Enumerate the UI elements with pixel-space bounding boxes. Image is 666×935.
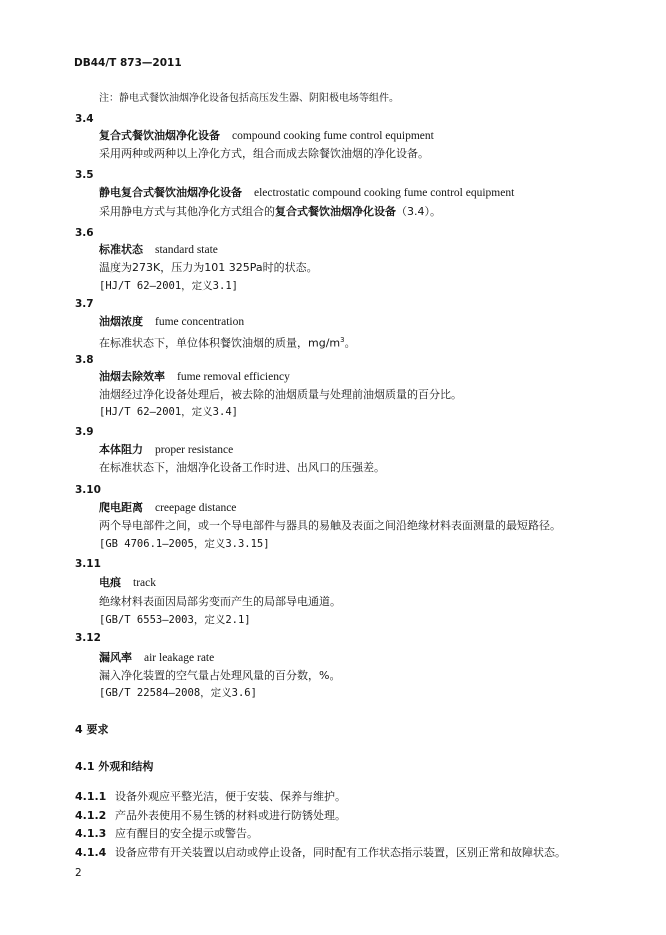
term-number: 3.11 <box>75 558 101 570</box>
term-definition: 两个导电部件之间，或一个导电部件与器具的易触及表面之间沿绝缘材料表面测量的最短路径。 <box>99 519 561 532</box>
term-number: 3.7 <box>75 298 94 310</box>
term-en: air leakage rate <box>144 652 215 664</box>
term-number: 3.8 <box>75 354 94 366</box>
term-number: 3.10 <box>75 484 101 496</box>
term-zh: 复合式餐饮油烟净化设备 <box>99 129 220 142</box>
clause-number: 4.1.3 <box>75 827 107 840</box>
clause-number: 4.1.4 <box>75 846 107 859</box>
document-header: DB44/T 873—2011 <box>74 57 182 69</box>
clause-item <box>75 827 258 841</box>
term-en: electrostatic compound cooking fume control equipment <box>254 187 515 199</box>
term-en: fume removal efficiency <box>177 371 290 383</box>
definition-part: 采用静电方式与其他净化方式组合的 <box>99 205 275 218</box>
definition-part: 。 <box>344 336 356 350</box>
term-heading <box>99 651 214 665</box>
term-number: 3.5 <box>75 169 94 181</box>
term-reference: [HJ/T 62—2001，定义3.4] <box>99 406 238 418</box>
term-zh: 标准状态 <box>99 243 143 256</box>
term-number: 3.12 <box>75 632 101 644</box>
term-zh: 油烟浓度 <box>99 315 143 328</box>
term-definition: 绝缘材料表面因局部劣变而产生的局部导电通道。 <box>99 595 341 608</box>
term-definition <box>99 333 356 351</box>
page-number: 2 <box>75 867 82 879</box>
term-heading <box>99 576 156 590</box>
term-en: standard state <box>155 244 218 256</box>
term-zh: 静电复合式餐饮油烟净化设备 <box>99 186 242 199</box>
term-definition: 漏入净化装置的空气量占处理风量的百分数，%。 <box>99 669 341 682</box>
term-definition <box>99 205 441 219</box>
term-en: fume concentration <box>155 316 245 328</box>
term-reference: [GB/T 6553—2003，定义2.1] <box>99 614 251 626</box>
term-definition: 采用两种或两种以上净化方式，组合而成去除餐饮油烟的净化设备。 <box>99 147 429 160</box>
clause-item <box>75 790 346 804</box>
term-en: creepage distance <box>155 502 237 514</box>
term-reference: [GB/T 22584—2008，定义3.6] <box>99 687 257 699</box>
term-heading <box>99 443 233 457</box>
term-en: proper resistance <box>155 444 234 456</box>
term-reference: [HJ/T 62—2001，定义3.1] <box>99 280 238 292</box>
definition-part: 在标准状态下，单位体积餐饮油烟的质量，mg/m <box>99 336 341 350</box>
term-number: 3.4 <box>75 113 94 125</box>
definition-part: （3.4）。 <box>396 205 441 218</box>
clause-item <box>75 846 566 860</box>
clause-text: 设备应带有开关装置以启动或停止设备，同时配有工作状态指示装置，区别正常和故障状态。 <box>115 846 566 859</box>
term-heading <box>99 501 236 515</box>
term-definition: 在标准状态下，油烟净化设备工作时进、出风口的压强差。 <box>99 461 385 474</box>
clause-item <box>75 809 346 823</box>
note-text: 注：静电式餐饮油烟净化设备包括高压发生器、阴阳极电场等组件。 <box>99 93 399 104</box>
clause-text: 设备外观应平整光洁，便于安装、保养与维护。 <box>115 790 346 803</box>
term-heading <box>99 243 218 257</box>
term-zh: 爬电距离 <box>99 501 143 514</box>
term-zh: 油烟去除效率 <box>99 370 165 383</box>
term-heading <box>99 186 514 200</box>
term-heading <box>99 315 244 329</box>
subsection-heading: 4.1 外观和结构 <box>75 760 154 773</box>
term-zh: 本体阻力 <box>99 443 143 456</box>
clause-text: 应有醒目的安全提示或警告。 <box>115 827 258 840</box>
term-number: 3.9 <box>75 426 94 438</box>
term-reference: [GB 4706.1—2005，定义3.3.15] <box>99 538 270 550</box>
clause-text: 产品外表使用不易生锈的材料或进行防锈处理。 <box>115 809 346 822</box>
term-definition: 油烟经过净化设备处理后，被去除的油烟质量与处理前油烟质量的百分比。 <box>99 388 462 401</box>
term-heading <box>99 129 434 143</box>
term-zh: 电痕 <box>99 576 121 589</box>
definition-term-reference: 复合式餐饮油烟净化设备 <box>275 205 396 218</box>
term-en: track <box>133 577 156 589</box>
term-definition: 温度为273K，压力为101 325Pa时的状态。 <box>99 261 318 274</box>
term-en: compound cooking fume control equipment <box>232 130 434 142</box>
clause-number: 4.1.1 <box>75 790 107 803</box>
section-heading: 4 要求 <box>75 723 109 736</box>
term-heading <box>99 370 290 384</box>
term-zh: 漏风率 <box>99 651 132 664</box>
superscript: 3 <box>340 336 345 344</box>
clause-number: 4.1.2 <box>75 809 107 822</box>
term-number: 3.6 <box>75 227 94 239</box>
